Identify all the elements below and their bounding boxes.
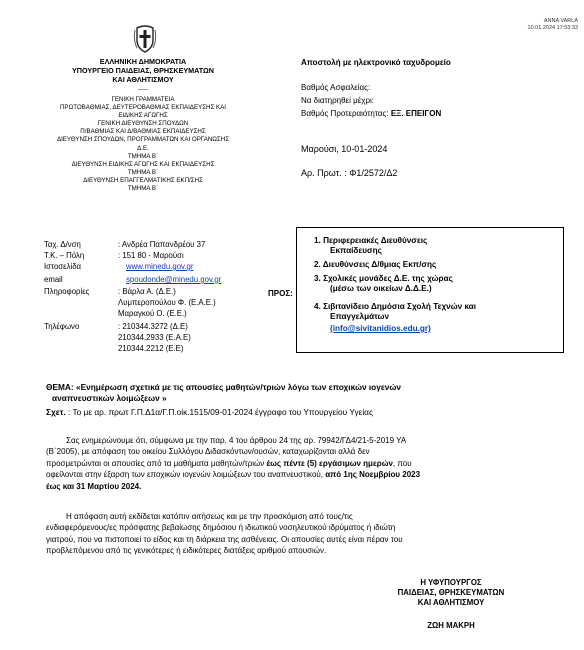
security-level-label: Βαθμός Ασφαλείας: <box>301 83 371 92</box>
unit-line: ΤΜΗΜΑ Β΄ <box>127 152 159 160</box>
contact-label: email <box>44 275 63 284</box>
contact-value: : Ανδρέα Παπανδρέου 37 <box>118 240 206 249</box>
body-line: Σας ενημερώνουμε ότι, σύμφωνα με την παρ. 4 του άρθρου 24 της αρ. 79942/ΓΔ4/21-5-2019 ΥΑ <box>66 436 407 445</box>
priority-label: Βαθμός Προτεραιότητας: <box>301 109 389 118</box>
recipient-email-link[interactable]: (info@sivitanidios.edu.gr) <box>330 324 431 333</box>
contact-value: : 151 80 - Μαρούσι <box>118 251 184 260</box>
contact-value: 210344.2212 (Ε.Ε) <box>118 344 184 353</box>
unit-line: Δ.Ε. <box>137 144 149 152</box>
paragraph-2 <box>46 511 554 557</box>
unit-line: ΠΡΩΤΟΒΑΘΜΙΑΣ, ΔΕΥΤΕΡΟΒΑΘΜΙΑΣ ΕΚΠΑΙΔΕΥΣΗΣ ΚΑΙ <box>59 104 227 112</box>
ministry-title-line2: ΚΑΙ ΑΘΛΗΤΙΣΜΟΥ <box>112 75 174 84</box>
signatory-title: ΚΑΙ ΑΘΛΗΤΙΣΜΟΥ <box>417 598 485 608</box>
recipients-label: ΠΡΟΣ: <box>268 289 293 298</box>
signature-block <box>376 578 526 631</box>
recipient-line: Εκπαίδευσης <box>330 246 382 255</box>
unit-line: ΔΙΕΥΘΥΝΣΗ ΕΠΑΓΓΕΛΜΑΤΙΚΗΣ ΕΚΠ/ΣΗΣ <box>83 176 203 184</box>
contact-value: Μαραγκού Ο. (Ε.Ε.) <box>118 309 187 318</box>
recipient-line: (μέσω των οικείων Δ.Δ.Ε.) <box>330 284 432 293</box>
unit-line: ΔΙΕΥΘΥΝΣΗ ΣΠΟΥΔΩΝ, ΠΡΟΓΡΑΜΜΑΤΩΝ ΚΑΙ ΟΡΓΑΝΩΣΗΣ <box>56 136 230 144</box>
body-line: Η απόφαση αυτή εκδίδεται κατόπιν αιτήσεως και με την προσκόμιση από τους/τις <box>66 512 353 521</box>
priority-line <box>301 109 441 119</box>
recipient-line: 4. Σιβιτανίδειο Δημόσια Σχολή Τεχνών και <box>314 302 477 311</box>
paragraph-1 <box>46 435 554 492</box>
contact-value: : Βάρλα Α. (Δ.Ε.) <box>118 287 176 296</box>
reference-text: : Το με αρ. πρωτ Γ.Π.Δ1α/Γ.Π.οίκ.1515/09-01-2024 έγγραφο του Υπουργείου Υγείας <box>68 407 373 417</box>
contact-value: 210344.2933 (Ε.Α.Ε) <box>118 333 191 342</box>
retention-label: Να διατηρηθεί μέχρι: <box>301 96 375 105</box>
reference-label: Σχετ. <box>46 407 66 417</box>
unit-line: ΓΕΝΙΚΗ ΔΙΕΥΘΥΝΣΗ ΣΠΟΥΔΩΝ <box>97 120 189 128</box>
subject-label: ΘΕΜΑ <box>46 382 71 392</box>
unit-line: ΓΕΝΙΚΗ ΓΡΑΜΜΑΤΕΙΑ <box>111 96 175 103</box>
subject <box>46 382 554 404</box>
protocol-number: Αρ. Πρωτ. : Φ1/2572/Δ2 <box>301 168 398 178</box>
recipient-line: 3. Σχολικές μονάδες Δ.Ε. της χώρας <box>314 274 453 283</box>
body-line: (Β΄2005), με απόφαση του οικείου Συλλόγου Διδασκόντων/ουσών, καταχωρίζονται αλλά δεν <box>46 447 370 457</box>
greek-coat-of-arms-icon <box>133 24 157 54</box>
letterhead-units <box>18 96 268 193</box>
unit-line: ΕΙΔΙΚΗΣ ΑΓΩΓΗΣ <box>118 112 168 120</box>
letterhead-separator: ----- <box>138 87 148 93</box>
subject-text: : «Ενημέρωση σχετικά με τις απουσίες μαθητών/τριών λόγω των εποχικών ιογενών <box>70 382 402 392</box>
contact-label: Τηλέφωνο <box>44 322 80 331</box>
delivery-method: Αποστολή με ηλεκτρονικό ταχυδρομείο <box>301 58 451 67</box>
unit-line: ΤΜΗΜΑ Β΄ <box>127 168 159 176</box>
contact-label: Τ.Κ. – Πόλη <box>44 251 85 260</box>
signatory-title: ΠΑΙΔΕΙΑΣ, ΘΡΗΣΚΕΥΜΑΤΩΝ <box>397 588 505 598</box>
signatory-title: Η ΥΦΥΠΟΥΡΓΟΣ <box>420 578 482 587</box>
contact-link[interactable]: www.minedu.gov.gr <box>126 262 194 271</box>
recipient-line: Επαγγελμάτων <box>330 312 390 321</box>
contact-label: Πληροφορίες <box>44 287 90 296</box>
recipient-line: 1. Περιφερειακές Διευθύνσεις <box>314 236 428 245</box>
priority-value: ΕΞ. ΕΠΕΙΓΟΝ <box>390 109 442 118</box>
ministry-title-line1: ΥΠΟΥΡΓΕΙΟ ΠΑΙΔΕΙΑΣ, ΘΡΗΣΚΕΥΜΑΤΩΝ <box>72 66 214 75</box>
contact-link[interactable]: spoudonde@minedu.gov.gr <box>126 275 222 284</box>
signatory-name: ΖΩΗ ΜΑΚΡΗ <box>427 620 475 630</box>
subject-text-cont: αναπνευστικών λοιμώξεων » <box>52 393 167 403</box>
contact-label: Ιστοσελίδα <box>44 262 82 271</box>
contact-value: : 210344.3272 (Δ.Ε) <box>118 322 188 331</box>
body-line: οφείλονται στην έξαρση των εποχικών ιογενών λοιμώξεων του αναπνευστικού, από 1ης Νοεμβρίου 2023 <box>46 470 421 480</box>
signer-name: ANNA VARLA <box>543 18 578 24</box>
place-date: Μαρούσι, 10-01-2024 <box>301 144 388 154</box>
body-line: προβλεπόμενου από τις γενικότερες ή ειδικότερες διατάξεις αριθμού απουσιών. <box>46 546 327 556</box>
recipient-line: 2. Διευθύνσεις Δ/θμιας Εκπ/σης <box>314 260 437 269</box>
republic-title: ΕΛΛΗΝΙΚΗ ΔΗΜΟΚΡΑΤΙΑ <box>99 57 187 66</box>
signature-timestamp: 10.01.2024 17:53:33 <box>527 25 578 31</box>
reference <box>46 407 373 418</box>
body-line: προσμετρώνται οι απουσίες από τα μαθήματα μαθητών/τριών έως πέντε (5) εργάσιμων ημερών, που <box>46 458 412 468</box>
contact-value: Λυμπεροπούλου Φ. (Ε.Α.Ε.) <box>118 298 216 307</box>
contact-label: Ταχ. Δ/νση <box>44 240 81 249</box>
unit-line: Π/ΒΑΘΜΙΑΣ ΚΑΙ Δ/ΒΑΘΜΙΑΣ ΕΚΠΑΙΔΕΥΣΗΣ <box>80 128 206 136</box>
unit-line: ΤΜΗΜΑ Β΄ <box>127 185 159 193</box>
body-line: έως και 31 Μαρτίου 2024. <box>46 481 142 491</box>
body-line: ενδιαφερόμενους/ες πρόσφατης βεβαίωσης δημόσιου ή ιδιωτικού νοσηλευτικού ιδρύματος ή ιδιώτη <box>46 523 396 533</box>
body-line: γιατρού, που να πιστοποιεί το είδος και τη διάρκεια της ασθένειας. Οι απουσίες αυτές είναι πέραν του <box>46 534 403 544</box>
unit-line: ΔΙΕΥΘΥΝΣΗ ΕΙΔΙΚΗΣ ΑΓΩΓΗΣ ΚΑΙ ΕΚΠΑΙΔΕΥΣΗΣ <box>71 160 215 168</box>
digital-signature-stamp <box>528 18 578 32</box>
